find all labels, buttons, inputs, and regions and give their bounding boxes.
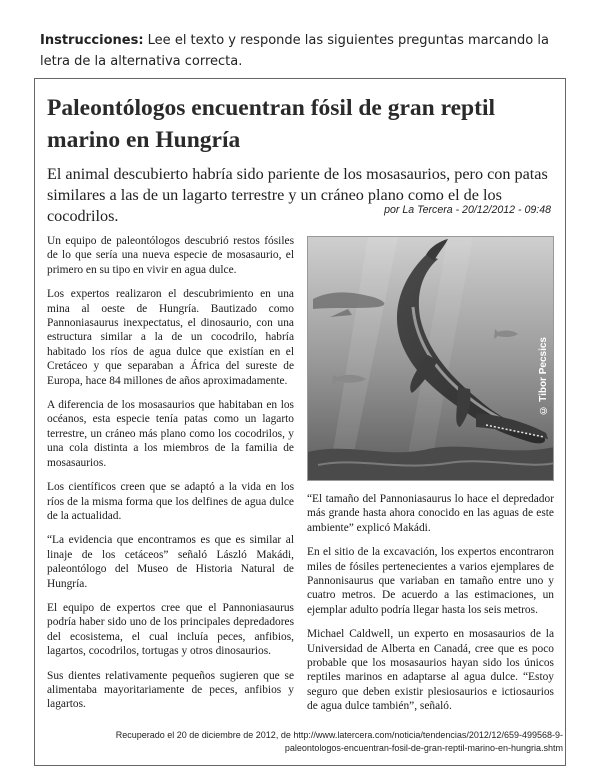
article-right-column xyxy=(307,492,554,724)
paragraph: “El tamaño del Pannoniasaurus lo hace el depredador más grande hasta ahora conocido en las aguas de este ambiente” explicó Makádi. xyxy=(307,493,554,534)
paragraph: A diferencia de los mosasaurios que habitaban en los océanos, esta especie tenía patas como un lagarto terrestre, un cráneo más plano como los cocodrilos, y una cola distinta a los miembros de la familia de mosasaurios. xyxy=(47,399,294,469)
paragraph: Los expertos realizaron el descubrimiento en una mina al oeste de Hungría. Bautizado como Pannoniasaurus inexpectatus, el dinosaurio, con una estructura similar a la de un cocodrilo, habría habitado los ríos de agua dulce que existían en el Cretáceo y que separaban a África del sureste de Europa, hace 84 millones de años aproximadamente. xyxy=(47,288,294,387)
paragraph: En el sitio de la excavación, los expertos encontraron miles de fósiles pertenecientes a varios ejemplares de Pannonisaurus que variaban en tamaño entre uno y cuatro metros. De acuerdo a las estimaciones, un ejemplar adulto podría llegar hasta los seis metros. xyxy=(307,546,554,616)
article-byline: por La Tercera - 20/12/2012 - 09:48 xyxy=(384,204,551,216)
article xyxy=(34,78,566,766)
paragraph: El equipo de expertos cree que el Pannoniasaurus podría haber sido uno de los principales depredadores del ecosistema, el cual incluía peces, anfibios, lagartos, cocodrilos, tortugas y otros dinosaurios. xyxy=(47,601,294,658)
mosasaur-illustration xyxy=(307,236,554,481)
paragraph: Un equipo de paleontólogos descubrió restos fósiles de lo que sería una nueva especie de mosasaurio, el primero en su tipo en vivir en agua dulce. xyxy=(47,235,294,276)
mosasaur-illustration-svg xyxy=(308,237,554,481)
paragraph: Los científicos creen que se adaptó a la vida en los ríos de la misma forma que los delfines de agua dulce de la actualidad. xyxy=(47,481,294,522)
paragraph: Michael Caldwell, un experto en mosasaurios de la Universidad de Alberta en Canadá, cree que es poco probable que los mosasaurios hayan sido los únicos reptiles marinos en adaptarse al agua dulce. “Estoy seguro que deben existir plesiosaurios e ictiosaurios de agua dulce también”, señaló. xyxy=(307,628,554,713)
source-citation: Recuperado el 20 de diciembre de 2012, de http://www.latercera.com/noticia/tendencias/2012/12/659-499568-9-paleontologos-encuentran-fosil-de-gran-reptil-marino-en-hungria.shtm xyxy=(115,730,563,753)
paragraph: Sus dientes relativamente pequeños sugieren que se alimentaba mayoritariamente de peces, anfibios y lagartos. xyxy=(47,669,294,711)
photo-credit: © Tibor Pecsics xyxy=(538,337,549,416)
instructions xyxy=(40,30,560,72)
article-subtitle: El animal descubierto habría sido pariente de los mosasaurios, pero con patas similares a las de un lagarto terrestre y un cráneo plano como el de los cocodrilos. xyxy=(47,165,548,225)
article-title: Paleontólogos encuentran fósil de gran reptil marino en Hungría xyxy=(47,95,496,153)
instructions-text: Lee el texto y responde las siguientes preguntas marcando la letra de la alternativa correcta. xyxy=(40,33,549,69)
paragraph: “La evidencia que encontramos es que es similar al linaje de los cetáceos” señaló László Makádi, paleontólogo del Museo de Historia Natural de Hungría. xyxy=(47,534,294,590)
instructions-label: Instrucciones: xyxy=(40,33,144,48)
article-left-column xyxy=(47,234,294,722)
